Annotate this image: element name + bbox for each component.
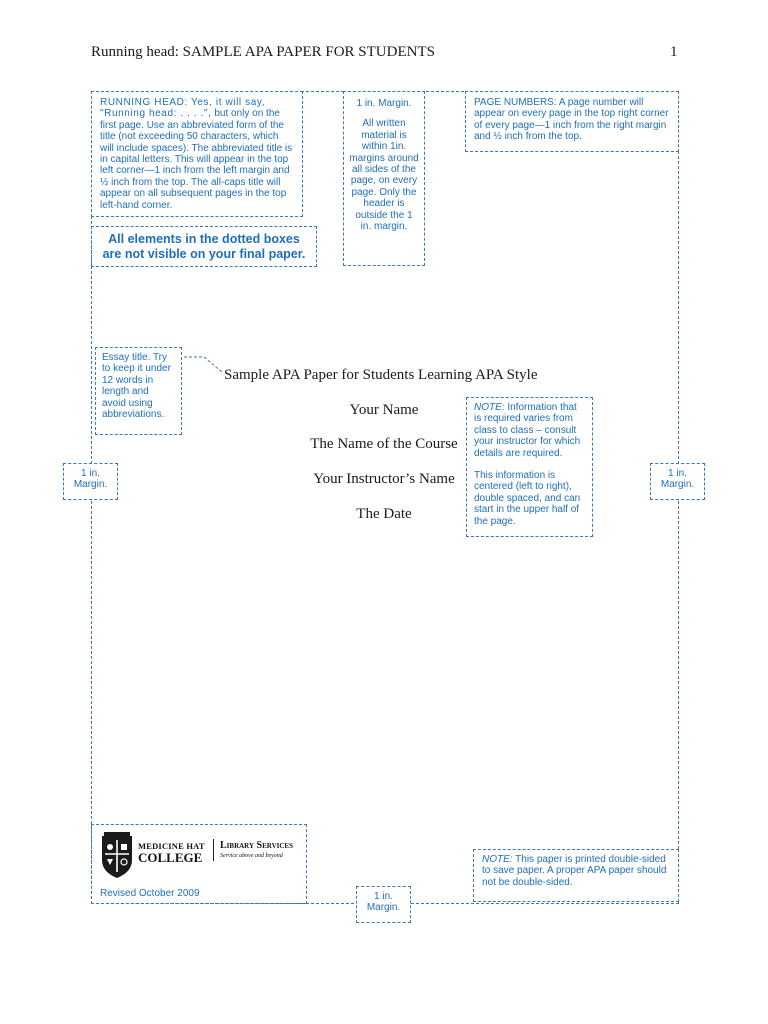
bottom-margin-note: 1 in. Margin. xyxy=(356,886,411,923)
information-note-label: NOTE xyxy=(474,402,502,413)
college-logo-box xyxy=(91,824,307,904)
information-note-extra: This information is centered (left to right), double spaced, and can start in the upper half of the page. xyxy=(474,470,581,527)
margin-info-note xyxy=(343,91,425,266)
running-head-note xyxy=(91,91,303,217)
connector-line xyxy=(184,352,226,376)
double-sided-note-label: NOTE: xyxy=(482,854,513,865)
essay-title-note: Essay title. Try to keep it under 12 words in length and avoid using abbreviations. xyxy=(95,347,182,435)
information-note-text xyxy=(474,402,585,459)
double-sided-note xyxy=(473,849,679,902)
logo-divider xyxy=(213,839,214,861)
instructor-name: Your Instructor’s Name xyxy=(313,471,455,487)
left-margin-note: 1 in. Margin. xyxy=(63,463,118,500)
double-sided-note-body: This paper is printed double-sided to save paper. A proper APA paper should not be double-sided. xyxy=(482,854,667,888)
margin-info-title: 1 in. Margin. xyxy=(356,98,412,109)
college-name-bottom: COLLEGE xyxy=(138,850,203,865)
running-head-note-body: but only on the first page. Use an abbreviated form of the title (not exceeding 50 characters, which will include spaces). The abbreviated title is in capital letters. This will appear in the top left corner—1 inch from the left margin and ½ inch from the top. The all-caps title will appear on all subsequent pages in the top left-hand corner. xyxy=(100,108,293,211)
paper-date: The Date xyxy=(356,506,412,522)
library-tagline: Service above and beyond xyxy=(220,853,283,859)
not-visible-note: All elements in the dotted boxes are not visible on your final paper. xyxy=(91,226,317,267)
revised-date: Revised October 2009 xyxy=(100,888,200,899)
course-name: The Name of the Course xyxy=(310,436,458,452)
page-numbers-note: PAGE NUMBERS: A page number will appear on every page in the top right corner of every page—1 inch from the right margin and ½ inch from the top. xyxy=(465,91,679,152)
running-head-note-label: RUNNING HEAD: Yes, it will say, "Running head: . . . .", xyxy=(100,97,266,120)
college-name-top: MEDICINE HAT xyxy=(138,841,205,851)
paper-title: Sample APA Paper for Students Learning APA Style xyxy=(224,367,538,383)
margin-info-body: All written material is within 1in. margins around all sides of the page, on every page. Only the header is outside the 1 in. margin. xyxy=(349,118,419,233)
library-services-name: Library Services xyxy=(220,840,293,851)
author-name: Your Name xyxy=(349,402,419,418)
information-note-body: : Information that is required varies from class to class – consult your instructor for which details are required. xyxy=(474,402,581,459)
right-margin-note: 1 in. Margin. xyxy=(650,463,705,500)
college-crest-icon xyxy=(100,832,134,880)
page-number: 1 xyxy=(670,44,678,60)
running-head: Running head: SAMPLE APA PAPER FOR STUDENTS xyxy=(91,44,435,60)
information-note xyxy=(466,397,593,537)
